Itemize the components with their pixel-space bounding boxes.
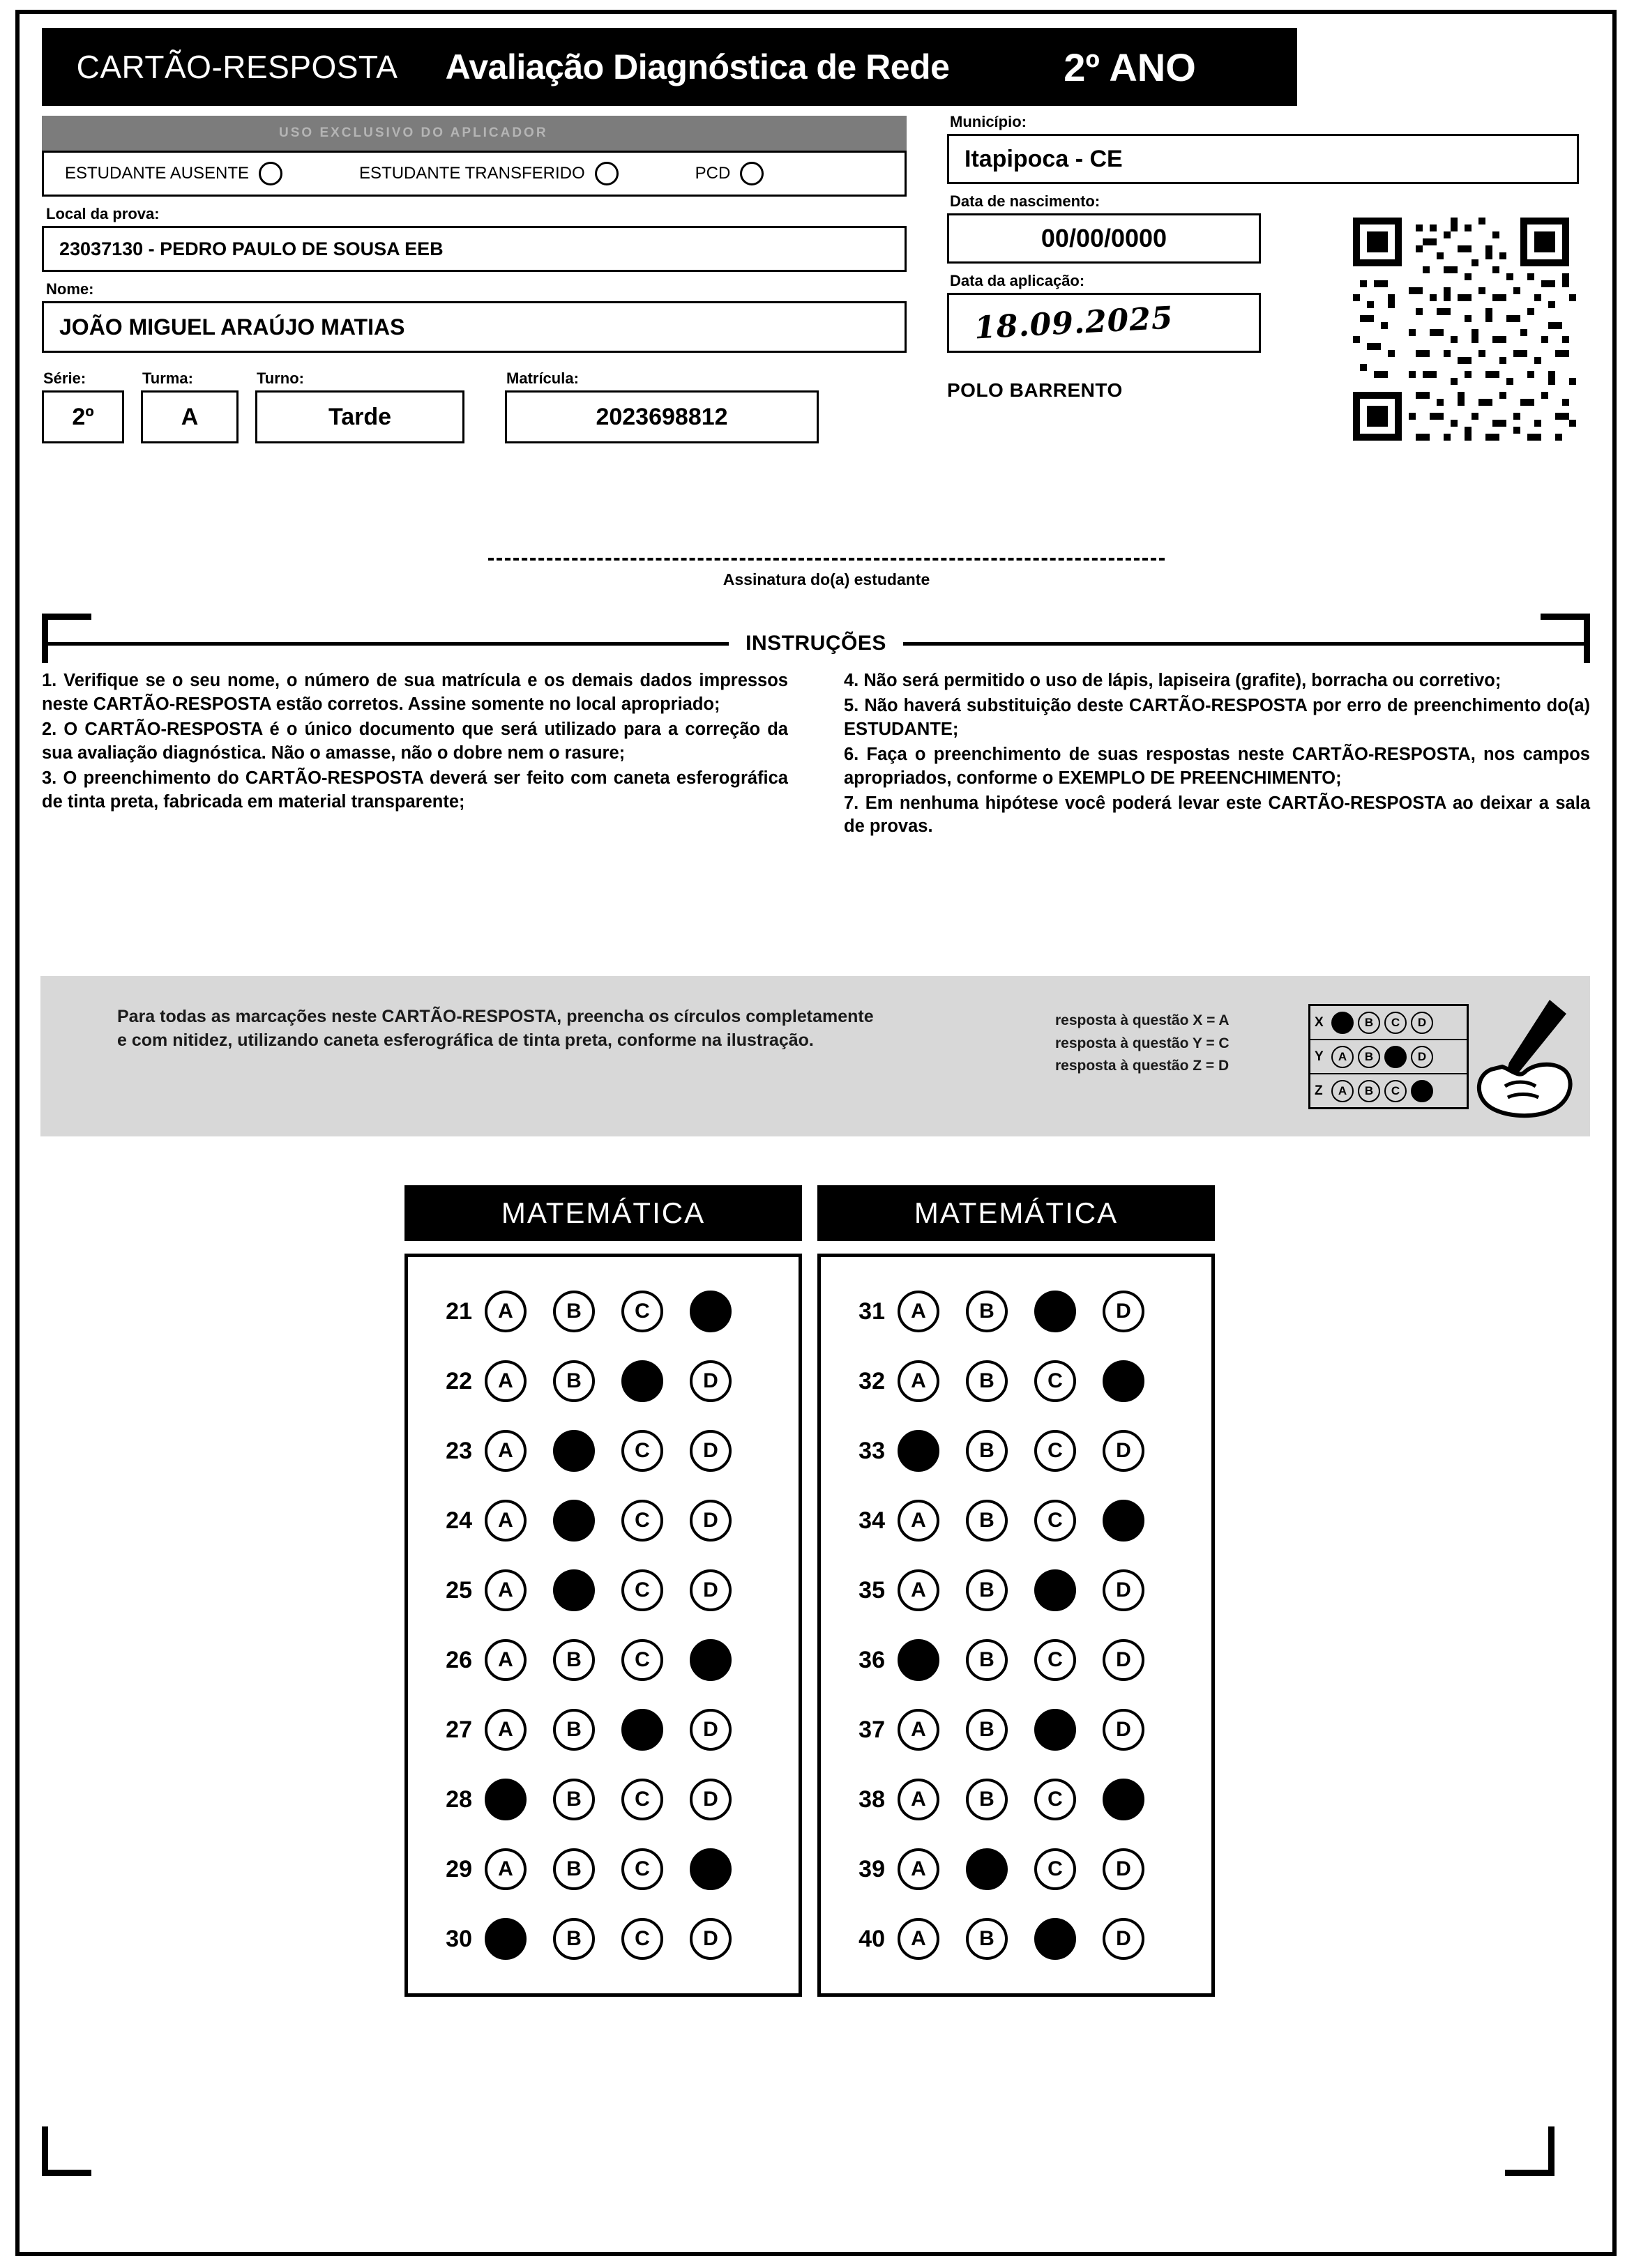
answer-row[interactable] [833, 1486, 1199, 1555]
bubble-group[interactable] [485, 1360, 732, 1402]
instructions-columns [42, 669, 1590, 840]
bubble-c[interactable]: C [621, 1918, 663, 1960]
signature-label: Assinatura do(a) estudante [723, 570, 930, 588]
bubble-group[interactable] [898, 1639, 1144, 1681]
bubble-d[interactable] [690, 1848, 732, 1890]
example-answer-line: resposta à questão Z = D [1055, 1058, 1230, 1074]
status-option-pcd[interactable] [695, 162, 764, 185]
bubble-group[interactable] [485, 1639, 732, 1681]
bubble-a[interactable]: A [485, 1848, 527, 1890]
example-answer-line: resposta à questão Y = C [1055, 1035, 1230, 1051]
example-row-label: Z [1315, 1083, 1323, 1098]
turno-value: Tarde [255, 390, 464, 443]
bubble-a[interactable] [898, 1639, 939, 1681]
bubble-b[interactable] [553, 1500, 595, 1542]
bubble-c[interactable]: C [621, 1569, 663, 1611]
answer-section-2 [817, 1185, 1215, 1997]
bubble-a[interactable]: A [485, 1639, 527, 1681]
instructions-rule-left [42, 642, 729, 646]
answer-row[interactable] [421, 1765, 786, 1834]
instruction-item: 5. Não haverá substituição deste CARTÃO-RESPOSTA por erro de preenchimento do(a) ESTUDANTE; [844, 695, 1590, 739]
example-bubble: C [1384, 1080, 1407, 1102]
question-number: 31 [858, 1297, 885, 1325]
bubble-c[interactable]: C [621, 1500, 663, 1542]
fill-example-grid [1308, 1004, 1469, 1109]
bubble-group[interactable] [485, 1291, 732, 1332]
bubble-group[interactable] [898, 1779, 1144, 1820]
turno-label: Turno: [257, 370, 305, 387]
instruction-item: 6. Faça o preenchimento de suas respostas neste CARTÃO-RESPOSTA, nos campos apropriados, conforme o EXEMPLO DE PREENCHIMENTO; [844, 744, 1590, 788]
municipio-label: Município: [950, 113, 1027, 130]
answer-row[interactable] [833, 1346, 1199, 1416]
bubble-d[interactable] [1103, 1500, 1144, 1542]
bubble-d[interactable] [690, 1291, 732, 1332]
bubble-a[interactable] [485, 1918, 527, 1960]
bubble-group[interactable] [898, 1360, 1144, 1402]
bubble-group[interactable] [898, 1918, 1144, 1960]
question-number: 33 [858, 1437, 885, 1464]
example-grid-row [1310, 1006, 1467, 1040]
answer-row[interactable] [833, 1695, 1199, 1765]
answer-row[interactable] [421, 1277, 786, 1346]
bubble-b[interactable]: B [553, 1639, 595, 1681]
bubble-b[interactable]: B [966, 1430, 1008, 1472]
bubble-b[interactable]: B [966, 1709, 1008, 1751]
example-bubble: A [1331, 1080, 1354, 1102]
bubble-group[interactable] [898, 1569, 1144, 1611]
bubble-group[interactable] [485, 1848, 732, 1890]
bubble-b[interactable]: B [553, 1360, 595, 1402]
bubble-a[interactable] [898, 1430, 939, 1472]
signature-line[interactable] [488, 558, 1165, 561]
answer-sections [404, 1185, 1227, 1997]
instruction-item: 2. O CARTÃO-RESPOSTA é o único documento que será utilizado para a correção da sua avaliação diagnóstica. Não o amasse, não o dobre nem o rasure; [42, 719, 788, 763]
bubble-c[interactable]: C [1034, 1848, 1076, 1890]
status-transferred-bubble-icon[interactable] [595, 162, 619, 185]
answer-section-1 [404, 1185, 802, 1997]
aplicacao-box [947, 293, 1261, 353]
bubble-d[interactable]: D [1103, 1639, 1144, 1681]
bubble-b[interactable]: B [553, 1779, 595, 1820]
bubble-b[interactable]: B [553, 1848, 595, 1890]
answer-row[interactable] [421, 1904, 786, 1974]
crop-mark-bottom-right-icon [1505, 2126, 1554, 2176]
question-number: 30 [446, 1925, 472, 1952]
bubble-a[interactable]: A [485, 1500, 527, 1542]
instruction-item: 1. Verifique se o seu nome, o número de sua matrícula e os demais dados impressos neste CARTÃO-RESPOSTA estão corretos. Assine somente no local apropriado; [42, 671, 788, 714]
bubble-group[interactable] [485, 1709, 732, 1751]
question-number: 39 [858, 1855, 885, 1882]
instructions-heading [42, 632, 1590, 655]
bubble-d[interactable] [1103, 1779, 1144, 1820]
bubble-b[interactable]: B [966, 1500, 1008, 1542]
bubble-d[interactable]: D [690, 1430, 732, 1472]
bubble-c[interactable]: C [621, 1848, 663, 1890]
example-bubble: B [1358, 1080, 1380, 1102]
bubble-group[interactable] [485, 1430, 732, 1472]
bubble-b[interactable]: B [553, 1709, 595, 1751]
bubble-a[interactable]: A [485, 1291, 527, 1332]
answer-row[interactable] [421, 1555, 786, 1625]
bubble-a[interactable]: A [485, 1430, 527, 1472]
bubble-b[interactable]: B [966, 1360, 1008, 1402]
question-number: 28 [446, 1786, 472, 1813]
question-number: 40 [858, 1925, 885, 1952]
bubble-d[interactable]: D [690, 1500, 732, 1542]
nascimento-value: 00/00/0000 [947, 213, 1261, 264]
question-number: 26 [446, 1646, 472, 1673]
bubble-d[interactable]: D [1103, 1848, 1144, 1890]
serie-value: 2º [42, 390, 124, 443]
bubble-a[interactable]: A [898, 1918, 939, 1960]
answer-row[interactable] [421, 1834, 786, 1904]
polo-value: POLO BARRENTO [947, 379, 1123, 401]
question-number: 25 [446, 1576, 472, 1604]
bubble-a[interactable]: A [898, 1291, 939, 1332]
bubble-c[interactable]: C [1034, 1500, 1076, 1542]
bubble-b[interactable]: B [966, 1569, 1008, 1611]
nome-label: Nome: [46, 280, 94, 298]
bubble-group[interactable] [485, 1569, 732, 1611]
example-grid-row [1310, 1040, 1467, 1074]
header-bar [42, 28, 1297, 106]
answer-section-2-title: MATEMÁTICA [817, 1185, 1215, 1241]
municipio-value: Itapipoca - CE [947, 134, 1579, 184]
applicator-use-text: USO EXCLUSIVO DO APLICADOR [279, 125, 548, 140]
instruction-item: 7. Em nenhuma hipótese você poderá levar este CARTÃO-RESPOSTA ao deixar a sala de provas. [844, 793, 1590, 837]
bubble-a[interactable]: A [898, 1709, 939, 1751]
fill-example-text: Para todas as marcações neste CARTÃO-RESPOSTA, preencha os círculos completamente e com nitidez, utilizando caneta esferográfica de tinta preta, conforme na ilustração. [117, 1007, 874, 1050]
bubble-c[interactable] [1034, 1291, 1076, 1332]
bubble-group[interactable] [898, 1291, 1144, 1332]
answer-row[interactable] [421, 1416, 786, 1486]
question-number: 23 [446, 1437, 472, 1464]
example-bubble: D [1411, 1012, 1433, 1034]
answer-row[interactable] [833, 1834, 1199, 1904]
header-title-center: Avaliação Diagnóstica de Rede [432, 28, 962, 106]
turma-label: Turma: [142, 370, 193, 387]
bubble-b[interactable]: B [553, 1291, 595, 1332]
example-bubble [1411, 1080, 1433, 1102]
status-option-transferred-label: ESTUDANTE TRANSFERIDO [359, 164, 585, 183]
instructions-column-left [42, 669, 788, 840]
instructions-title: INSTRUÇÕES [746, 632, 886, 655]
bubble-a[interactable]: A [898, 1848, 939, 1890]
bubble-d[interactable]: D [690, 1918, 732, 1960]
bubble-c[interactable] [1034, 1709, 1076, 1751]
bubble-d[interactable]: D [690, 1779, 732, 1820]
bubble-a[interactable]: A [485, 1360, 527, 1402]
local-value: 23037130 - PEDRO PAULO DE SOUSA EEB [42, 226, 907, 272]
fill-example-band [40, 976, 1590, 1136]
bubble-c[interactable] [1034, 1918, 1076, 1960]
example-bubble: A [1331, 1046, 1354, 1068]
turma-field [141, 361, 239, 443]
status-option-absent[interactable] [65, 162, 282, 185]
instruction-item: 4. Não será permitido o uso de lápis, lapiseira (grafite), borracha ou corretivo; [844, 671, 1501, 690]
answer-section-1-box [404, 1254, 802, 1997]
answer-row[interactable] [421, 1346, 786, 1416]
bubble-c[interactable]: C [1034, 1430, 1076, 1472]
answer-section-2-box [817, 1254, 1215, 1997]
bubble-b[interactable] [966, 1848, 1008, 1890]
bubble-c[interactable]: C [1034, 1639, 1076, 1681]
question-number: 36 [858, 1646, 885, 1673]
bubble-d[interactable]: D [1103, 1918, 1144, 1960]
answer-row[interactable] [421, 1695, 786, 1765]
bubble-c[interactable] [1034, 1569, 1076, 1611]
instructions-rule-right [903, 642, 1590, 646]
student-info-left [42, 116, 907, 443]
answer-row[interactable] [421, 1486, 786, 1555]
bubble-group[interactable] [485, 1500, 732, 1542]
bubble-b[interactable]: B [553, 1918, 595, 1960]
example-bubble: B [1358, 1046, 1380, 1068]
question-number: 29 [446, 1855, 472, 1882]
bubble-c[interactable]: C [621, 1779, 663, 1820]
status-option-absent-label: ESTUDANTE AUSENTE [65, 164, 250, 183]
nome-value: JOÃO MIGUEL ARAÚJO MATIAS [42, 301, 907, 353]
instruction-item: 3. O preenchimento do CARTÃO-RESPOSTA deverá ser feito com caneta esferográfica de tinta preta, fabricada em material transparente; [42, 768, 788, 812]
status-pcd-bubble-icon[interactable] [740, 162, 764, 185]
bubble-group[interactable] [898, 1430, 1144, 1472]
bubble-c[interactable]: C [621, 1639, 663, 1681]
question-number: 37 [858, 1716, 885, 1743]
serie-field [42, 361, 124, 443]
question-number: 22 [446, 1367, 472, 1394]
fill-example-answers [1055, 1010, 1230, 1078]
bubble-d[interactable]: D [690, 1709, 732, 1751]
bubble-d[interactable]: D [690, 1360, 732, 1402]
bubble-a[interactable]: A [898, 1779, 939, 1820]
example-bubble [1384, 1046, 1407, 1068]
bubble-c[interactable]: C [621, 1430, 663, 1472]
answer-row[interactable] [421, 1625, 786, 1695]
bubble-b[interactable] [553, 1569, 595, 1611]
bubble-group[interactable] [485, 1779, 732, 1820]
local-label: Local da prova: [46, 205, 160, 222]
bubble-c[interactable]: C [1034, 1779, 1076, 1820]
bubble-a[interactable]: A [485, 1709, 527, 1751]
example-bubble: B [1358, 1012, 1380, 1034]
applicator-use-band [42, 116, 907, 151]
status-options-row [42, 151, 907, 197]
turma-value: A [141, 390, 239, 443]
bubble-c[interactable]: C [1034, 1360, 1076, 1402]
bubble-a[interactable]: A [898, 1360, 939, 1402]
bubble-a[interactable] [485, 1779, 527, 1820]
bubble-group[interactable] [898, 1848, 1144, 1890]
bubble-b[interactable]: B [966, 1779, 1008, 1820]
example-row-label: X [1315, 1014, 1324, 1030]
bubble-b[interactable]: B [966, 1918, 1008, 1960]
serie-label: Série: [43, 370, 86, 387]
qr-code-icon [1353, 218, 1583, 441]
bubble-group[interactable] [485, 1918, 732, 1960]
nascimento-label: Data de nascimento: [950, 192, 1100, 210]
bubble-d[interactable]: D [1103, 1430, 1144, 1472]
question-number: 35 [858, 1576, 885, 1604]
answer-row[interactable] [833, 1555, 1199, 1625]
matricula-field [505, 361, 819, 443]
bubble-d[interactable]: D [690, 1569, 732, 1611]
bubble-d[interactable] [1103, 1360, 1144, 1402]
header-title-right: 2º ANO [962, 28, 1297, 106]
signature-area [488, 558, 1165, 589]
bubble-d[interactable]: D [1103, 1569, 1144, 1611]
example-bubble: D [1411, 1046, 1433, 1068]
answer-row[interactable] [833, 1277, 1199, 1346]
turno-field [255, 361, 464, 443]
bubble-group[interactable] [898, 1500, 1144, 1542]
hand-with-pen-icon [1463, 989, 1590, 1128]
example-bubble: C [1384, 1012, 1407, 1034]
question-number: 32 [858, 1367, 885, 1394]
bubble-d[interactable]: D [1103, 1709, 1144, 1751]
bubble-c[interactable]: C [621, 1291, 663, 1332]
bubble-d[interactable] [690, 1639, 732, 1681]
answer-row[interactable] [833, 1765, 1199, 1834]
status-option-pcd-label: PCD [695, 164, 731, 183]
question-number: 27 [446, 1716, 472, 1743]
bubble-a[interactable]: A [898, 1569, 939, 1611]
bubble-b[interactable]: B [966, 1291, 1008, 1332]
small-fields-row [42, 361, 907, 443]
header-title-left: CARTÃO-RESPOSTA [42, 28, 432, 106]
question-number: 21 [446, 1297, 472, 1325]
matricula-label: Matrícula: [506, 370, 579, 387]
answer-section-1-title: MATEMÁTICA [404, 1185, 802, 1241]
answer-row[interactable] [833, 1904, 1199, 1974]
matricula-value: 2023698812 [505, 390, 819, 443]
example-answer-line: resposta à questão X = A [1055, 1012, 1230, 1028]
bubble-b[interactable]: B [966, 1639, 1008, 1681]
bubble-c[interactable] [621, 1709, 663, 1751]
instructions-column-right [844, 669, 1590, 840]
bubble-c[interactable] [621, 1360, 663, 1402]
aplicacao-label: Data da aplicação: [950, 272, 1085, 289]
example-bubble [1331, 1012, 1354, 1034]
status-option-transferred[interactable] [359, 162, 619, 185]
bubble-a[interactable]: A [485, 1569, 527, 1611]
question-number: 34 [858, 1507, 885, 1534]
bubble-b[interactable] [553, 1430, 595, 1472]
answer-row[interactable] [833, 1625, 1199, 1695]
answer-row[interactable] [833, 1416, 1199, 1486]
example-grid-row [1310, 1074, 1467, 1107]
status-absent-bubble-icon[interactable] [259, 162, 282, 185]
question-number: 38 [858, 1786, 885, 1813]
question-number: 24 [446, 1507, 472, 1534]
bubble-a[interactable]: A [898, 1500, 939, 1542]
aplicacao-value-handwritten: 18.09.2025 [973, 300, 1174, 346]
bubble-d[interactable]: D [1103, 1291, 1144, 1332]
bubble-group[interactable] [898, 1709, 1144, 1751]
example-row-label: Y [1315, 1049, 1324, 1064]
crop-mark-bottom-left-icon [42, 2126, 91, 2176]
